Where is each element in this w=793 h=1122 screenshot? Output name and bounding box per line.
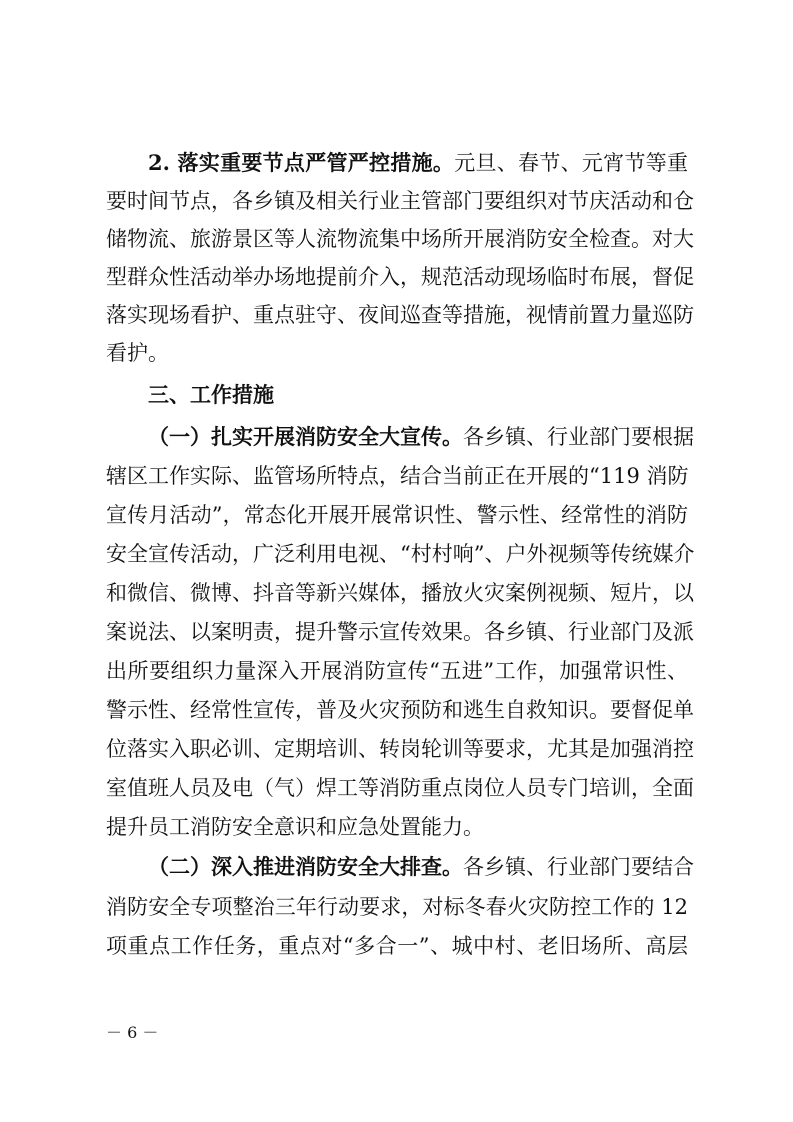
para2-line-4: 安全宣传活动，广泛利用电视、“村村响”、户外视频等传统媒介	[106, 542, 695, 566]
para2-line-3: 宣传月活动”，常态化开展开展常识性、警示性、经常性的消防	[106, 503, 688, 527]
para2-line-5: 和微信、微博、抖音等新兴媒体，播放火灾案例视频、短片，以	[106, 581, 694, 605]
para2-line-10: 室值班人员及电（气）焊工等消防重点岗位人员专门培训，全面	[106, 776, 694, 800]
para3-line-3: 项重点工作任务，重点对“多合一”、城中村、老旧场所、高层	[106, 934, 688, 958]
para2-line-7: 出所要组织力量深入开展消防宣传“五进”工作，加强常识性、	[106, 659, 688, 683]
para1-line-4: 型群众性活动举办场地提前介入，规范活动现场临时布展，督促	[106, 265, 694, 289]
para3-line-2: 消防安全专项整治三年行动要求，对标冬春火灾防控工作的 12	[106, 895, 688, 919]
para2-line-1	[148, 422, 694, 452]
para3-line-1	[148, 852, 694, 882]
para1-line1-rest: 元旦、春节、元宵节等重	[454, 151, 689, 175]
section-heading: 三、工作措施	[148, 383, 274, 407]
page-number: － 6 －	[106, 1023, 159, 1042]
para1-lead: 2. 落实重要节点严管严控措施。	[148, 150, 455, 175]
para1-line-1	[148, 148, 688, 178]
para2-line-9: 位落实入职必训、定期培训、转岗轮训等要求，尤其是加强消控	[106, 737, 694, 761]
para3-line1-rest: 各乡镇、行业部门要结合	[463, 855, 694, 879]
para2-line1-rest: 各乡镇、行业部门要根据	[463, 425, 694, 449]
para2-lead: （一）扎实开展消防安全大宣传。	[148, 424, 463, 449]
para1-line-2: 要时间节点，各乡镇及相关行业主管部门要组织对节庆活动和仓	[106, 189, 694, 213]
para2-line-2: 辖区工作实际、监管场所特点，结合当前正在开展的“119 消防	[106, 464, 689, 488]
para3-lead: （二）深入推进消防安全大排查。	[148, 854, 463, 879]
para1-line-5: 落实现场看护、重点驻守、夜间巡查等措施，视情前置力量巡防	[106, 303, 694, 327]
para2-line-6: 案说法、以案明责，提升警示宣传效果。各乡镇、行业部门及派	[106, 620, 694, 644]
para2-line-11: 提升员工消防安全意识和应急处置能力。	[106, 815, 484, 839]
para1-line-3: 储物流、旅游景区等人流物流集中场所开展消防安全检查。对大	[106, 227, 694, 251]
para2-line-8: 警示性、经常性宣传，普及火灾预防和逃生自救知识。要督促单	[106, 698, 694, 722]
para1-line-6: 看护。	[106, 341, 169, 365]
